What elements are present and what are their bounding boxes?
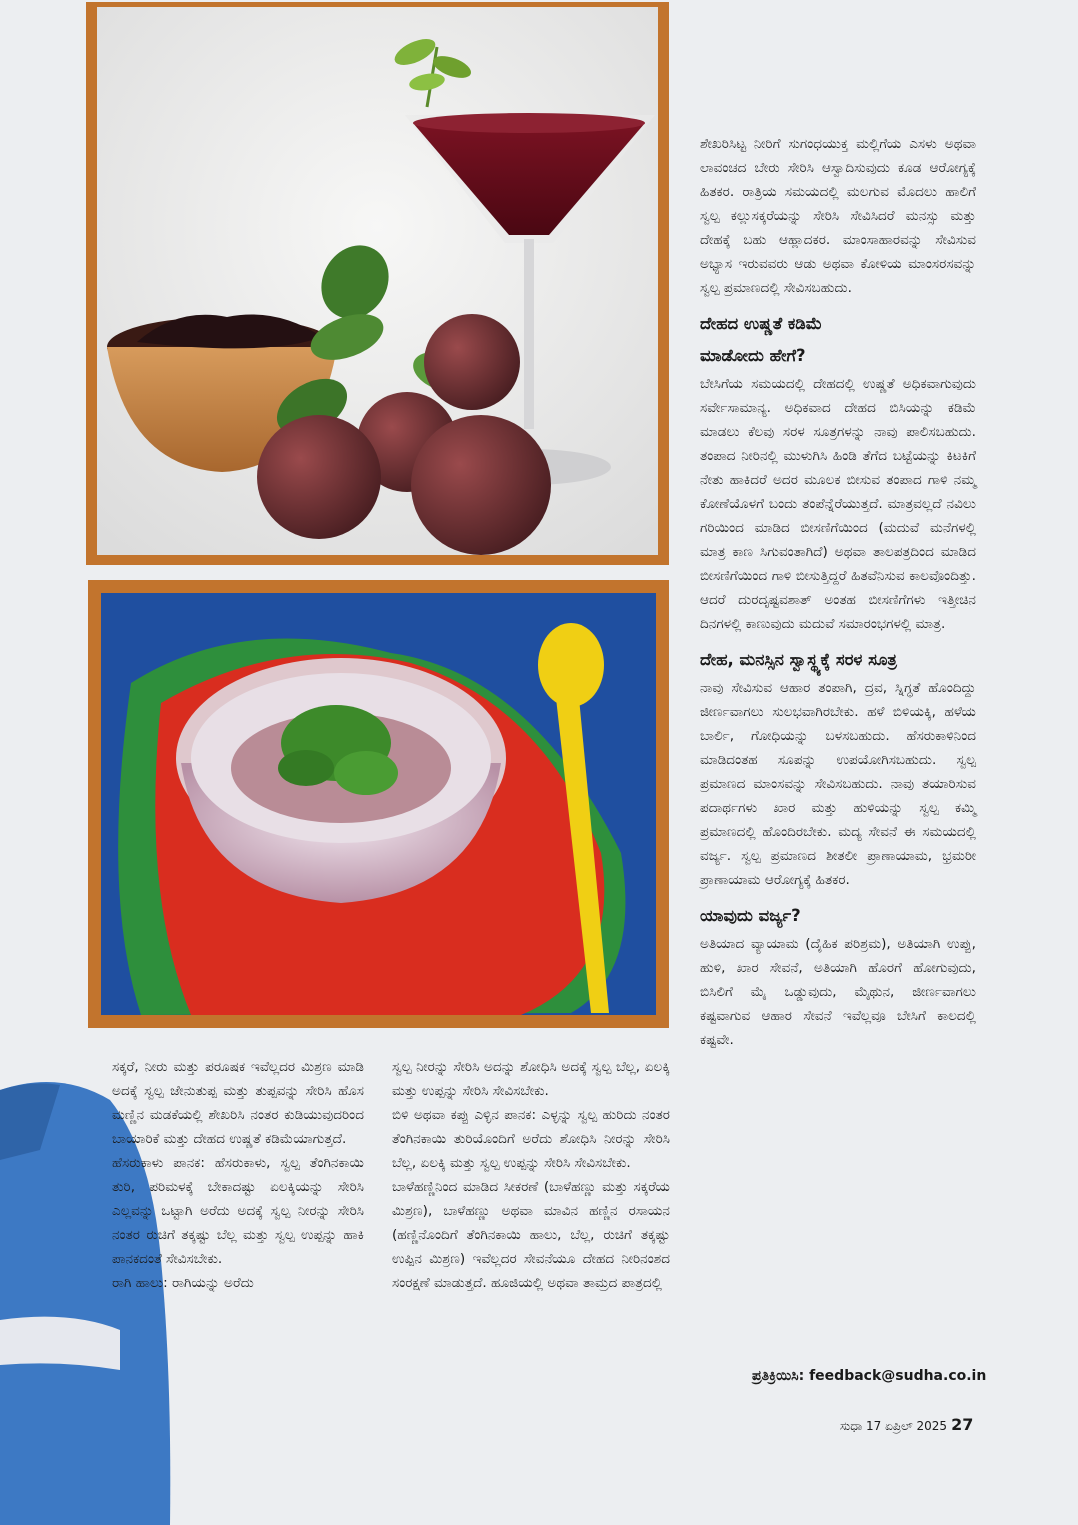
- middle-paragraph-3: ಬಾಳೆಹಣ್ಣಿನಿಂದ ಮಾಡಿದ ಸೀಕರಣೆ (ಬಾಳೆಹಣ್ಣು ಮತ್ತು ಸಕ್ಕರೆಯ ಮಿಶ್ರಣ), ಬಾಳೆಹಣ್ಣು ಅಥವಾ ಮಾವಿನ ಹಣ್ಣಿನ ರಸಾಯನ (ಹಣ್ಣಿನೊಂದಿಗೆ ತೆಂಗಿನಕಾಯಿ ಹಾಲು, ಬೆಲ್ಲ, ರುಚಿಗೆ ತಕ್ಕಷ್ಟು ಉಪ್ಪಿನ ಮಿಶ್ರಣ) ಇವೆಲ್ಲದರ ಸೇವನೆಯೂ ದೇಹದ ನೀರಿನಂಶದ ಸಂರಕ್ಷಣೆ ಮಾಡುತ್ತದೆ. ಹೂಜಿಯಲ್ಲಿ ಅಥವಾ ತಾಮ್ರದ ಪಾತ್ರದಲ್ಲಿ: [392, 1179, 670, 1291]
- folio-text: ಸುಧಾ 17 ಏಪ್ರಿಲ್ 2025: [840, 1419, 948, 1433]
- middle-text-column: [392, 1055, 670, 1295]
- body-heat-paragraph: ಬೇಸಿಗೆಯ ಸಮಯದಲ್ಲಿ ದೇಹದಲ್ಲಿ ಉಷ್ಣತೆ ಅಧಿಕವಾಗುವುದು ಸರ್ವೇಸಾಮಾನ್ಯ. ಅಧಿಕವಾದ ದೇಹದ ಬಿಸಿಯನ್ನು ಕಡಿಮೆ ಮಾಡಲು ಕೆಲವು ಸರಳ ಸೂತ್ರಗಳನ್ನು ನಾವು ಪಾಲಿಸಬಹುದು. ತಂಪಾದ ನೀರಿನಲ್ಲಿ ಮುಳುಗಿಸಿ ಹಿಂಡಿ ತೆಗೆದ ಬಟ್ಟೆಯನ್ನು ಕಿಟಕಿಗೆ ನೇತು ಹಾಕಿದರೆ ಅದರ ಮೂಲಕ ಬೀಸುವ ತಂಪಾದ ಗಾಳಿ ನಮ್ಮ ಕೋಣೆಯೊಳಗೆ ಬಂದು ತಂಪೆನ್ನೆರೆಯುತ್ತದೆ. ಮಾತ್ರವಲ್ಲದೆ ನವಿಲು ಗರಿಯಿಂದ ಮಾಡಿದ ಬೀಸಣಿಗೆಯಿಂದ (ಮದುವೆ ಮನೆಗಳಲ್ಲಿ ಮಾತ್ರ ಕಾಣ ಸಿಗುವಂತಾಗಿದೆ) ಅಥವಾ ತಾಲಪತ್ರದಿಂದ ಮಾಡಿದ ಬೀಸಣಿಗೆಯಿಂದ ಗಾಳಿ ಬೀಸುತ್ತಿದ್ದರೆ ಹಿತವೆನಿಸುವ ಕಾಲವೊಂದಿತ್ತು. ಆದರೆ ದುರದೃಷ್ಟವಶಾತ್ ಅಂತಹ ಬೀಸಣಿಗೆಗಳು ಇತ್ತೀಚಿನ ದಿನಗಳಲ್ಲಿ ಕಾಣುವುದು ಮದುವೆ ಸಮಾರಂಭಗಳಲ್ಲಿ ಮಾತ್ರ.: [700, 376, 976, 632]
- feedback-email[interactable]: ಪ್ರತಿಕ್ರಿಯಿಸಿ: feedback@sudha.co.in: [752, 1368, 987, 1384]
- page-folio: [840, 1415, 973, 1434]
- right-intro-paragraph: ಶೇಖರಿಸಿಟ್ಟ ನೀರಿಗೆ ಸುಗಂಧಯುಕ್ತ ಮಲ್ಲಿಗೆಯ ಎಸಳು ಅಥವಾ ಲಾವಂಚದ ಬೇರು ಸೇರಿಸಿ ಆಸ್ವಾದಿಸುವುದು ಕೂಡ ಆರೋಗ್ಯಕ್ಕೆ ಹಿತಕರ. ರಾತ್ರಿಯ ಸಮಯದಲ್ಲಿ ಮಲಗುವ ಮೊದಲು ಹಾಲಿಗೆ ಸ್ವಲ್ಪ ಕಲ್ಲುಸಕ್ಕರೆಯನ್ನು ಸೇರಿಸಿ ಸೇವಿಸಿದರೆ ಮನಸ್ಸು ಮತ್ತು ದೇಹಕ್ಕೆ ಬಹು ಆಹ್ಲಾದಕರ. ಮಾಂಸಾಹಾರವನ್ನು ಸೇವಿಸುವ ಅಭ್ಯಾಸ ಇರುವವರು ಆಡು ಅಥವಾ ಕೋಳಿಯ ಮಾಂಸರಸವನ್ನು ಸ್ವಲ್ಪ ಪ್ರಮಾಣದಲ್ಲಿ ಸೇವಿಸಬಹುದು.: [700, 136, 976, 296]
- heading-simple-formula: ದೇಹ, ಮನಸ್ಸಿನ ಸ್ವಾಸ್ಥ್ಯಕ್ಕೆ ಸರಳ ಸೂತ್ರ: [700, 650, 897, 669]
- middle-paragraph-2: ಬಿಳಿ ಅಥವಾ ಕಪ್ಪು ಎಳ್ಳಿನ ಪಾನಕ: ಎಳ್ಳನ್ನು ಸ್ವಲ್ಪ ಹುರಿದು ನಂತರ ತೆಂಗಿನಕಾಯಿ ತುರಿಯೊಂದಿಗೆ ಅರೆದು ಶೋಧಿಸಿ ನೀರನ್ನು ಸೇರಿಸಿ ಬೆಲ್ಲ, ಏಲಕ್ಕಿ ಮತ್ತು ಸ್ವಲ್ಪ ಉಪ್ಪನ್ನು ಸೇರಿಸಿ ಸೇವಿಸಬೇಕು.: [392, 1107, 670, 1171]
- left-paragraph-2: ಹೆಸರುಕಾಳು ಪಾನಕ: ಹೆಸರುಕಾಳು, ಸ್ವಲ್ಪ ತೆಂಗಿನಕಾಯಿ ತುರಿ, ಪರಿಮಳಕ್ಕೆ ಬೇಕಾದಷ್ಟು ಏಲಕ್ಕಿಯನ್ನು ಸೇರಿಸಿ ಎಲ್ಲವನ್ನು ಒಟ್ಟಾಗಿ ಅರೆದು ಅದಕ್ಕೆ ಸ್ವಲ್ಪ ನೀರನ್ನು ಸೇರಿಸಿ ನಂತರ ರುಚಿಗೆ ತಕ್ಕಷ್ಟು ಬೆಲ್ಲ ಮತ್ತು ಸ್ವಲ್ಪ ಉಪ್ಪನ್ನು ಹಾಕಿ ಪಾನಕದಂತೆ ಸೇವಿಸಬೇಕು.: [112, 1155, 364, 1267]
- simple-formula-paragraph: ನಾವು ಸೇವಿಸುವ ಆಹಾರ ತಂಪಾಗಿ, ದ್ರವ, ಸ್ನಿಗ್ಧತೆ ಹೊಂದಿದ್ದು ಜೀರ್ಣವಾಗಲು ಸುಲಭವಾಗಿರಬೇಕು. ಹಳೆ ಬಿಳಿಯಕ್ಕಿ, ಹಳೆಯ ಬಾರ್ಲಿ, ಗೋಧಿಯನ್ನು ಬಳಸಬಹುದು. ಹೆಸರುಕಾಳಿನಿಂದ ಮಾಡಿದಂತಹ ಸೂಪನ್ನು ಉಪಯೋಗಿಸಬಹುದು. ಸ್ವಲ್ಪ ಪ್ರಮಾಣದ ಮಾಂಸವನ್ನು ಸೇವಿಸಬಹುದು. ನಾವು ತಯಾರಿಸುವ ಪದಾರ್ಥಗಳು ಖಾರ ಮತ್ತು ಹುಳಿಯನ್ನು ಸ್ವಲ್ಪ ಕಮ್ಮಿ ಪ್ರಮಾಣದಲ್ಲಿ ಹೊಂದಿರಬೇಕು. ಮದ್ಯ ಸೇವನೆ ಈ ಸಮಯದಲ್ಲಿ ವರ್ಜ್ಯ. ಸ್ವಲ್ಪ ಪ್ರಮಾಣದ ಶೀತಲೀ ಪ್ರಾಣಾಯಾಮ, ಭ್ರಮರೀ ಪ್ರಾಣಾಯಾಮ ಆರೋಗ್ಯಕ್ಕೆ ಹಿತಕರ.: [700, 680, 976, 888]
- left-text-column: [112, 1055, 364, 1295]
- heading-body-heat-line2: ಮಾಡೋದು ಹೇಗೆ?: [700, 346, 806, 365]
- heading-body-heat-line1: ದೇಹದ ಉಷ್ಣತೆ ಕಡಿಮೆ: [700, 314, 823, 333]
- page-number: 27: [951, 1415, 974, 1434]
- raita-bowl-photo: [101, 593, 656, 1015]
- heading-avoid: ಯಾವುದು ವರ್ಜ್ಯ?: [700, 906, 801, 925]
- middle-paragraph-1: ಸ್ವಲ್ಪ ನೀರನ್ನು ಸೇರಿಸಿ ಅದನ್ನು ಶೋಧಿಸಿ ಅದಕ್ಕೆ ಸ್ವಲ್ಪ ಬೆಲ್ಲ, ಏಲಕ್ಕಿ ಮತ್ತು ಉಪ್ಪನ್ನು ಸೇರಿಸಿ ಸೇವಿಸಬೇಕು.: [392, 1059, 670, 1099]
- kokum-drink-photo: [97, 7, 658, 555]
- right-text-column: [700, 132, 976, 1052]
- avoid-paragraph: ಅತಿಯಾದ ವ್ಯಾಯಾಮ (ದೈಹಿಕ ಪರಿಶ್ರಮ), ಅತಿಯಾಗಿ ಉಪ್ಪು, ಹುಳಿ, ಖಾರ ಸೇವನೆ, ಅತಿಯಾಗಿ ಹೊರಗೆ ಹೋಗುವುದು, ಬಿಸಿಲಿಗೆ ಮೈ ಒಡ್ಡುವುದು, ಮೈಥುನ, ಜೀರ್ಣವಾಗಲು ಕಷ್ಟವಾಗುವ ಆಹಾರ ಸೇವನೆ ಇವೆಲ್ಲವೂ ಬೇಸಿಗೆ ಕಾಲದಲ್ಲಿ ಕಷ್ಟವೇ.: [700, 936, 976, 1048]
- left-paragraph-1: ಸಕ್ಕರೆ, ನೀರು ಮತ್ತು ಪರೂಷಕ ಇವೆಲ್ಲದರ ಮಿಶ್ರಣ ಮಾಡಿ ಅದಕ್ಕೆ ಸ್ವಲ್ಪ ಜೇನುತುಪ್ಪ ಮತ್ತು ತುಪ್ಪವನ್ನು ಸೇರಿಸಿ ಹೊಸ ಮಣ್ಣಿನ ಮಡಕೆಯಲ್ಲಿ ಶೇಖರಿಸಿ ನಂತರ ಕುಡಿಯುವುದರಿಂದ ಬಾಯಾರಿಕೆ ಮತ್ತು ದೇಹದ ಉಷ್ಣತೆ ಕಡಿಮೆಯಾಗುತ್ತದೆ.: [112, 1059, 364, 1147]
- top-photo-frame: [86, 2, 669, 565]
- left-paragraph-3: ರಾಗಿ ಹಾಲು: ರಾಗಿಯನ್ನು ಅರೆದು: [112, 1275, 254, 1291]
- bottom-photo-frame: [88, 580, 669, 1028]
